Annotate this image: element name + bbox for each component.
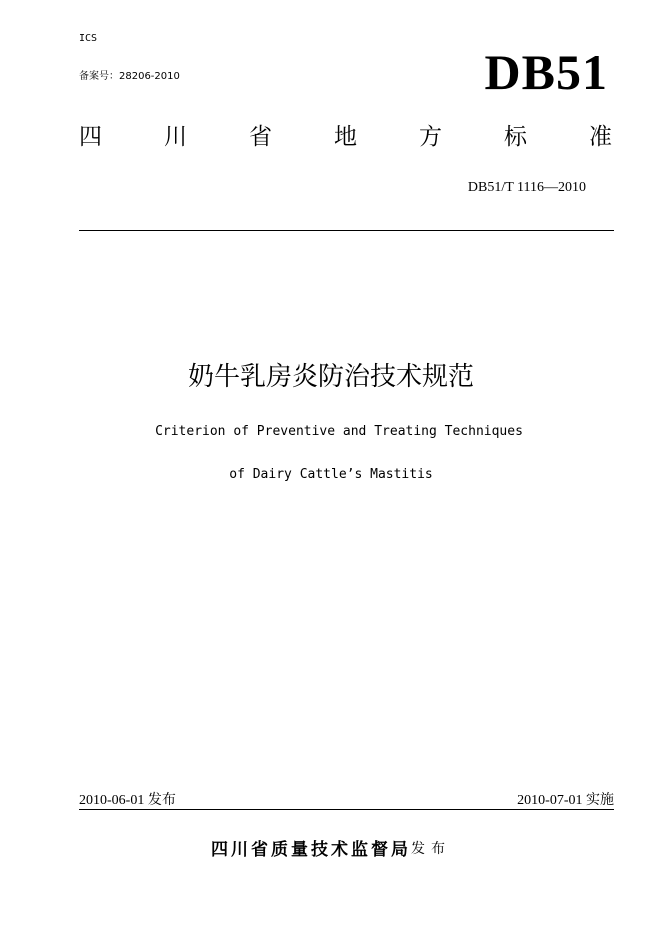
header-divider [79, 230, 614, 231]
standard-category-char: 四 [79, 124, 102, 150]
issuing-organization: 四川省质量技术监督局 [211, 840, 411, 860]
english-title-line-2: of Dairy Cattle’s Mastitis [229, 467, 433, 482]
filing-number: 备案号：28206-2010 [79, 71, 180, 82]
issuer [0, 835, 662, 860]
standard-category-char: 地 [334, 124, 357, 150]
standard-category-char: 标 [504, 124, 527, 150]
db-code: DB51 [484, 44, 608, 100]
chinese-title: 奶牛乳房炎防治技术规范 [187, 362, 474, 392]
standard-category-char: 省 [249, 124, 272, 150]
issue-action: 发布 [411, 841, 451, 857]
standard-category-char: 川 [164, 124, 187, 150]
issue-date: 2010-06-01 发布 [79, 793, 176, 808]
implementation-date: 2010-07-01 实施 [517, 793, 614, 808]
standard-number: DB51/T 1116—2010 [467, 180, 586, 195]
footer-divider [79, 809, 614, 810]
standard-category-char: 方 [419, 124, 442, 150]
standard-category [79, 122, 612, 152]
standard-category-char: 准 [589, 124, 612, 150]
ics-label: ICS [79, 33, 98, 44]
english-title-line-1: Criterion of Preventive and Treating Techniques [155, 424, 523, 439]
